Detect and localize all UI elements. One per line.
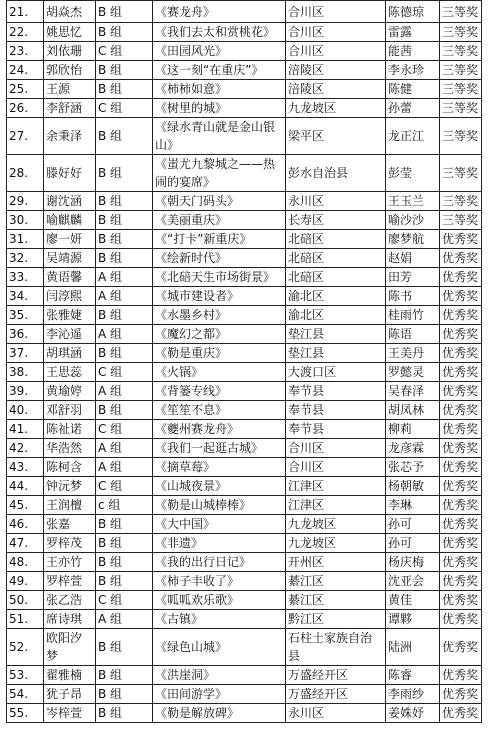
student-name: 吴靖源 (44, 249, 96, 268)
row-number: 41. (7, 420, 44, 439)
teacher-name: 孙蕾 (386, 99, 440, 118)
award-cell: 三等奖 (440, 1, 482, 23)
district-cell: 綦江区 (286, 572, 386, 591)
work-title: 《洪崖洞》 (153, 666, 286, 685)
teacher-name: 柳莉 (386, 420, 440, 439)
awards-table (6, 0, 482, 723)
student-name: 刘依珊 (44, 42, 96, 61)
district-cell: 梁平区 (286, 118, 386, 155)
teacher-name: 能茜 (386, 42, 440, 61)
work-title: 《火锅》 (153, 363, 286, 382)
table-row (7, 458, 482, 477)
table-row (7, 420, 482, 439)
district-cell: 九龙坡区 (286, 534, 386, 553)
student-name: 滕好好 (44, 155, 96, 192)
award-cell: 优秀奖 (440, 515, 482, 534)
table-row (7, 325, 482, 344)
group-cell: A 组 (96, 287, 153, 306)
row-number: 47. (7, 534, 44, 553)
group-cell: B 组 (96, 306, 153, 325)
award-cell: 三等奖 (440, 61, 482, 80)
work-title: 《蚩尤九黎城之——热闹的宴席》 (153, 155, 286, 192)
district-cell: 万盛经开区 (286, 666, 386, 685)
group-cell: B 组 (96, 230, 153, 249)
table-row (7, 496, 482, 515)
district-cell: 北碚区 (286, 268, 386, 287)
award-cell: 优秀奖 (440, 458, 482, 477)
teacher-name: 陈健 (386, 80, 440, 99)
table-row (7, 99, 482, 118)
work-title: 《勒是山城棒棒》 (153, 496, 286, 515)
table-row (7, 382, 482, 401)
award-cell: 优秀奖 (440, 401, 482, 420)
row-number: 46. (7, 515, 44, 534)
row-number: 55. (7, 704, 44, 723)
award-cell: 三等奖 (440, 118, 482, 155)
row-number: 22. (7, 23, 44, 42)
row-number: 35. (7, 306, 44, 325)
award-cell: 优秀奖 (440, 666, 482, 685)
work-title: 《柿柿如意》 (153, 80, 286, 99)
district-cell: 合川区 (286, 42, 386, 61)
district-cell: 涪陵区 (286, 80, 386, 99)
teacher-name: 雷露 (386, 23, 440, 42)
group-cell: B 组 (96, 666, 153, 685)
work-title: 《夔州赛龙舟》 (153, 420, 286, 439)
row-number: 38. (7, 363, 44, 382)
work-title: 《田园风光》 (153, 42, 286, 61)
student-name: 翟雅楠 (44, 666, 96, 685)
teacher-name: 姜姝妤 (386, 704, 440, 723)
award-cell: 优秀奖 (440, 534, 482, 553)
award-cell: 优秀奖 (440, 496, 482, 515)
student-name: 王润檀 (44, 496, 96, 515)
student-name: 张嘉 (44, 515, 96, 534)
table-row (7, 268, 482, 287)
group-cell: c 组 (96, 496, 153, 515)
teacher-name: 田芳 (386, 268, 440, 287)
award-cell: 优秀奖 (440, 553, 482, 572)
award-cell: 优秀奖 (440, 477, 482, 496)
table-row (7, 591, 482, 610)
work-title: 《大中国》 (153, 515, 286, 534)
work-title: 《笙笙不息》 (153, 401, 286, 420)
group-cell: A 组 (96, 382, 153, 401)
district-cell: 大渡口区 (286, 363, 386, 382)
teacher-name: 黄佳 (386, 591, 440, 610)
district-cell: 垫江县 (286, 325, 386, 344)
row-number: 49. (7, 572, 44, 591)
row-number: 23. (7, 42, 44, 61)
row-number: 27. (7, 118, 44, 155)
group-cell: B 组 (96, 515, 153, 534)
group-cell: C 组 (96, 99, 153, 118)
row-number: 33. (7, 268, 44, 287)
work-title: 《勒是重庆》 (153, 344, 286, 363)
work-title: 《美丽重庆》 (153, 211, 286, 230)
award-cell: 优秀奖 (440, 439, 482, 458)
award-cell: 优秀奖 (440, 249, 482, 268)
table-row (7, 515, 482, 534)
student-name: 钟沅梦 (44, 477, 96, 496)
group-cell: C 组 (96, 42, 153, 61)
work-title: 《树里的城》 (153, 99, 286, 118)
group-cell: B 组 (96, 1, 153, 23)
group-cell: A 组 (96, 458, 153, 477)
award-cell: 三等奖 (440, 155, 482, 192)
district-cell: 九龙坡区 (286, 515, 386, 534)
teacher-name: 张芯予 (386, 458, 440, 477)
student-name: 李沁遥 (44, 325, 96, 344)
group-cell: B 组 (96, 192, 153, 211)
student-name: 李舒涵 (44, 99, 96, 118)
student-name: 犹子昂 (44, 685, 96, 704)
district-cell: 合川区 (286, 1, 386, 23)
award-cell: 优秀奖 (440, 610, 482, 629)
work-title: 《我们去太和赏桃花》 (153, 23, 286, 42)
work-title: 《“打卡”新重庆》 (153, 230, 286, 249)
student-name: 廖一妍 (44, 230, 96, 249)
row-number: 34. (7, 287, 44, 306)
district-cell: 合川区 (286, 458, 386, 477)
teacher-name: 彭莹 (386, 155, 440, 192)
teacher-name: 桂雨竹 (386, 306, 440, 325)
teacher-name: 孙可 (386, 515, 440, 534)
student-name: 张乙浩 (44, 591, 96, 610)
row-number: 45. (7, 496, 44, 515)
row-number: 42. (7, 439, 44, 458)
award-cell: 优秀奖 (440, 344, 482, 363)
student-name: 王源 (44, 80, 96, 99)
district-cell: 渝北区 (286, 287, 386, 306)
group-cell: B 组 (96, 704, 153, 723)
table-row (7, 629, 482, 666)
student-name: 姚思忆 (44, 23, 96, 42)
group-cell: B 组 (96, 61, 153, 80)
district-cell: 彭水自治县 (286, 155, 386, 192)
district-cell: 奉节县 (286, 401, 386, 420)
row-number: 37. (7, 344, 44, 363)
teacher-name: 龙彦霖 (386, 439, 440, 458)
district-cell: 渝北区 (286, 306, 386, 325)
teacher-name: 王玉兰 (386, 192, 440, 211)
teacher-name: 陈德琼 (386, 1, 440, 23)
student-name: 华浩然 (44, 439, 96, 458)
award-cell: 三等奖 (440, 80, 482, 99)
work-title: 《北碚天生市场街景》 (153, 268, 286, 287)
award-cell: 优秀奖 (440, 382, 482, 401)
row-number: 53. (7, 666, 44, 685)
work-title: 《柿子丰收了》 (153, 572, 286, 591)
row-number: 52. (7, 629, 44, 666)
teacher-name: 沈亚会 (386, 572, 440, 591)
table-row (7, 249, 482, 268)
work-title: 《城市建设者》 (153, 287, 286, 306)
table-row (7, 61, 482, 80)
district-cell: 合川区 (286, 439, 386, 458)
group-cell: C 组 (96, 591, 153, 610)
district-cell: 江津区 (286, 477, 386, 496)
student-name: 席诗琪 (44, 610, 96, 629)
district-cell: 石柱土家族自治县 (286, 629, 386, 666)
work-title: 《绘新时代》 (153, 249, 286, 268)
work-title: 《摘草莓》 (153, 458, 286, 477)
teacher-name: 李琳 (386, 496, 440, 515)
district-cell: 北碚区 (286, 249, 386, 268)
award-cell: 优秀奖 (440, 268, 482, 287)
row-number: 40. (7, 401, 44, 420)
student-name: 谢沈涵 (44, 192, 96, 211)
group-cell: B 组 (96, 572, 153, 591)
group-cell: B 组 (96, 249, 153, 268)
table-row (7, 553, 482, 572)
table-row (7, 118, 482, 155)
student-name: 胡琪涵 (44, 344, 96, 363)
work-title: 《背篓专线》 (153, 382, 286, 401)
row-number: 24. (7, 61, 44, 80)
student-name: 王亦竹 (44, 553, 96, 572)
row-number: 26. (7, 99, 44, 118)
work-title: 《这一刻“在重庆”》 (153, 61, 286, 80)
table-row (7, 477, 482, 496)
award-cell: 三等奖 (440, 192, 482, 211)
award-cell: 优秀奖 (440, 591, 482, 610)
row-number: 31. (7, 230, 44, 249)
teacher-name: 王美丹 (386, 344, 440, 363)
row-number: 29. (7, 192, 44, 211)
work-title: 《田间游学》 (153, 685, 286, 704)
teacher-name: 孙可 (386, 534, 440, 553)
district-cell: 奉节县 (286, 382, 386, 401)
district-cell: 北碚区 (286, 230, 386, 249)
table-row (7, 344, 482, 363)
work-title: 《古镇》 (153, 610, 286, 629)
teacher-name: 陈语 (386, 325, 440, 344)
group-cell: B 组 (96, 155, 153, 192)
group-cell: A 组 (96, 325, 153, 344)
work-title: 《赛龙舟》 (153, 1, 286, 23)
group-cell: C 组 (96, 363, 153, 382)
group-cell: B 组 (96, 553, 153, 572)
group-cell: B 组 (96, 118, 153, 155)
table-row (7, 666, 482, 685)
district-cell: 江津区 (286, 496, 386, 515)
teacher-name: 喻沙沙 (386, 211, 440, 230)
work-title: 《我的出行日记》 (153, 553, 286, 572)
row-number: 48. (7, 553, 44, 572)
district-cell: 九龙坡区 (286, 99, 386, 118)
student-name: 欧阳汐梦 (44, 629, 96, 666)
work-title: 《勒是解放碑》 (153, 704, 286, 723)
group-cell: B 组 (96, 534, 153, 553)
student-name: 张雅婕 (44, 306, 96, 325)
teacher-name: 李永珍 (386, 61, 440, 80)
student-name: 喻麒麟 (44, 211, 96, 230)
student-name: 陈柯含 (44, 458, 96, 477)
student-name: 闫淳熙 (44, 287, 96, 306)
group-cell: A 组 (96, 439, 153, 458)
student-name: 王思蕊 (44, 363, 96, 382)
group-cell: B 组 (96, 80, 153, 99)
teacher-name: 谭夥 (386, 610, 440, 629)
district-cell: 綦江区 (286, 591, 386, 610)
group-cell: B 组 (96, 344, 153, 363)
group-cell: B 组 (96, 23, 153, 42)
table-row (7, 685, 482, 704)
district-cell: 开州区 (286, 553, 386, 572)
award-cell: 三等奖 (440, 211, 482, 230)
award-cell: 优秀奖 (440, 363, 482, 382)
row-number: 30. (7, 211, 44, 230)
work-title: 《非遗》 (153, 534, 286, 553)
group-cell: B 组 (96, 629, 153, 666)
student-name: 陈祉诺 (44, 420, 96, 439)
group-cell: B 组 (96, 211, 153, 230)
student-name: 黄瑜婷 (44, 382, 96, 401)
student-name: 郭欣怡 (44, 61, 96, 80)
work-title: 《绿水青山就是金山银山》 (153, 118, 286, 155)
row-number: 21. (7, 1, 44, 23)
district-cell: 长寿区 (286, 211, 386, 230)
student-name: 岑梓萱 (44, 704, 96, 723)
group-cell: B 组 (96, 401, 153, 420)
table-row (7, 363, 482, 382)
student-name: 黄语馨 (44, 268, 96, 287)
table-row (7, 610, 482, 629)
table-row (7, 23, 482, 42)
row-number: 39. (7, 382, 44, 401)
table-row (7, 401, 482, 420)
row-number: 36. (7, 325, 44, 344)
work-title: 《我们一起逛古城》 (153, 439, 286, 458)
table-row (7, 80, 482, 99)
work-title: 《绿色山城》 (153, 629, 286, 666)
student-name: 胡焱杰 (44, 1, 96, 23)
teacher-name: 李雨纱 (386, 685, 440, 704)
award-cell: 优秀奖 (440, 704, 482, 723)
teacher-name: 赵娟 (386, 249, 440, 268)
award-cell: 三等奖 (440, 99, 482, 118)
table-row (7, 1, 482, 23)
district-cell: 奉节县 (286, 420, 386, 439)
district-cell: 合川区 (286, 23, 386, 42)
group-cell: C 组 (96, 477, 153, 496)
award-cell: 优秀奖 (440, 420, 482, 439)
table-row (7, 230, 482, 249)
district-cell: 永川区 (286, 704, 386, 723)
work-title: 《水墨乡村》 (153, 306, 286, 325)
teacher-name: 杨朝敏 (386, 477, 440, 496)
table-row (7, 704, 482, 723)
table-row (7, 287, 482, 306)
table-row (7, 192, 482, 211)
work-title: 《朝天门码头》 (153, 192, 286, 211)
work-title: 《呱呱欢乐歌》 (153, 591, 286, 610)
student-name: 罗梓萱 (44, 572, 96, 591)
table-row (7, 306, 482, 325)
group-cell: A 组 (96, 610, 153, 629)
row-number: 43. (7, 458, 44, 477)
district-cell: 永川区 (286, 192, 386, 211)
award-cell: 优秀奖 (440, 325, 482, 344)
award-cell: 优秀奖 (440, 572, 482, 591)
award-cell: 优秀奖 (440, 230, 482, 249)
row-number: 32. (7, 249, 44, 268)
group-cell: A 组 (96, 268, 153, 287)
table-row (7, 439, 482, 458)
student-name: 邓舒羽 (44, 401, 96, 420)
teacher-name: 陈睿 (386, 666, 440, 685)
award-cell: 三等奖 (440, 23, 482, 42)
teacher-name: 吴春泽 (386, 382, 440, 401)
award-cell: 优秀奖 (440, 629, 482, 666)
table-row (7, 534, 482, 553)
student-name: 罗梓茂 (44, 534, 96, 553)
award-cell: 优秀奖 (440, 685, 482, 704)
work-title: 《魔幻之都》 (153, 325, 286, 344)
work-title: 《山城夜景》 (153, 477, 286, 496)
award-cell: 优秀奖 (440, 287, 482, 306)
table-row (7, 211, 482, 230)
group-cell: C 组 (96, 420, 153, 439)
district-cell: 涪陵区 (286, 61, 386, 80)
teacher-name: 陆洲 (386, 629, 440, 666)
row-number: 51. (7, 610, 44, 629)
row-number: 28. (7, 155, 44, 192)
table-row (7, 155, 482, 192)
awards-table-body (7, 1, 482, 723)
teacher-name: 杨庆梅 (386, 553, 440, 572)
group-cell: B 组 (96, 685, 153, 704)
table-row (7, 572, 482, 591)
row-number: 50. (7, 591, 44, 610)
district-cell: 万盛经开区 (286, 685, 386, 704)
student-name: 余秉泽 (44, 118, 96, 155)
district-cell: 黔江区 (286, 610, 386, 629)
table-row (7, 42, 482, 61)
teacher-name: 龙正江 (386, 118, 440, 155)
row-number: 25. (7, 80, 44, 99)
row-number: 44. (7, 477, 44, 496)
award-cell: 优秀奖 (440, 306, 482, 325)
teacher-name: 胡凤林 (386, 401, 440, 420)
teacher-name: 陈书 (386, 287, 440, 306)
teacher-name: 罗懿灵 (386, 363, 440, 382)
teacher-name: 廖梦航 (386, 230, 440, 249)
row-number: 54. (7, 685, 44, 704)
award-cell: 三等奖 (440, 42, 482, 61)
district-cell: 垫江县 (286, 344, 386, 363)
